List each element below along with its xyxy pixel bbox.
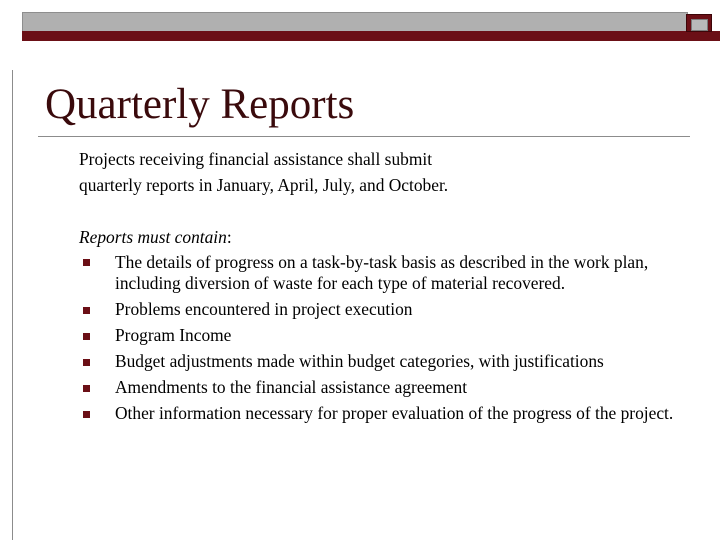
square-bullet-icon	[83, 411, 90, 418]
square-bullet-icon	[83, 359, 90, 366]
list-item	[79, 296, 704, 322]
slide-title: Quarterly Reports	[45, 81, 355, 128]
heading-colon: :	[226, 227, 232, 247]
square-bullet-icon	[83, 333, 90, 340]
corner-square-inner	[691, 19, 708, 31]
top-gray-band	[22, 12, 688, 32]
list-item	[79, 250, 704, 296]
list-item	[79, 374, 704, 400]
requirements-list	[79, 250, 704, 426]
list-item-text: Budget adjustments made within budget categories, with justifications	[115, 351, 604, 371]
left-vertical-rule	[12, 70, 13, 540]
square-bullet-icon	[83, 307, 90, 314]
list-item-text: Program Income	[115, 325, 232, 345]
top-maroon-band	[22, 31, 720, 41]
list-item	[79, 400, 704, 426]
list-item	[79, 322, 704, 348]
square-bullet-icon	[83, 259, 90, 266]
reports-contain-heading	[79, 224, 704, 250]
title-underline-rule	[38, 136, 690, 137]
intro-line: Projects receiving financial assistance shall submit	[79, 149, 433, 169]
list-item	[79, 348, 704, 374]
list-item-text: Amendments to the financial assistance agreement	[115, 377, 468, 397]
list-item-text: The details of progress on a task-by-task basis as described in the work plan, including diversion of waste for each type of material recovered.	[115, 252, 649, 293]
slide-body	[79, 146, 704, 426]
list-item-text: Problems encountered in project execution	[115, 299, 413, 319]
intro-line: quarterly reports in January, April, July, and October.	[79, 175, 449, 195]
square-bullet-icon	[83, 385, 90, 392]
list-item-text: Other information necessary for proper evaluation of the progress of the project.	[115, 403, 674, 423]
reports-contain-heading-text: Reports must contain	[79, 227, 227, 247]
